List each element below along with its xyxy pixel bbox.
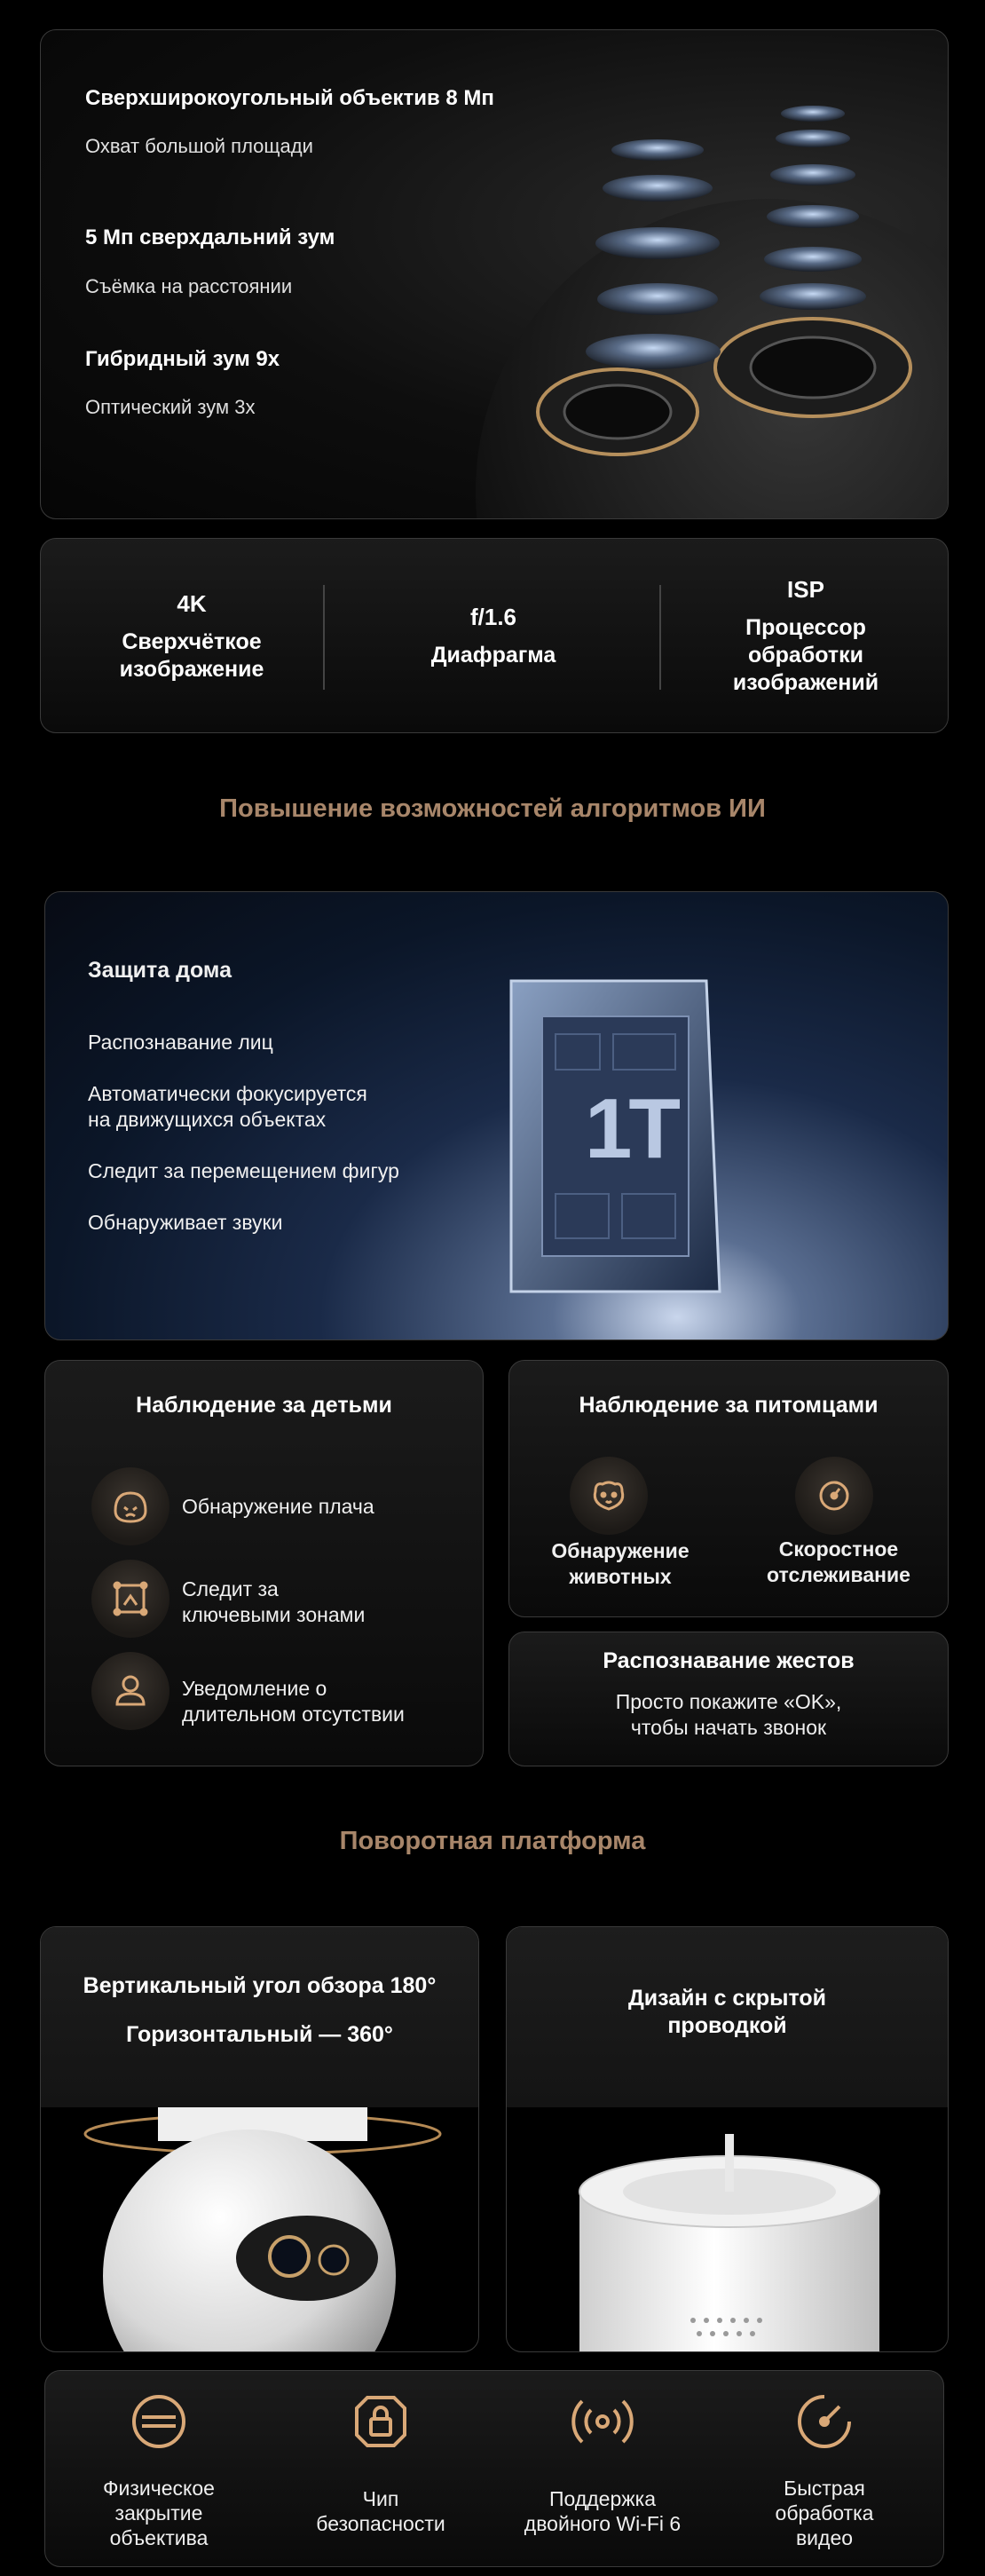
spec-label-line: обработки xyxy=(747,643,864,668)
divider xyxy=(323,585,325,690)
divider xyxy=(659,585,661,690)
bottom-features-card xyxy=(44,2370,944,2567)
feature-wifi xyxy=(492,2371,713,2567)
pets-monitoring-title: Наблюдение за питомцами xyxy=(579,1393,879,1418)
security-lock-icon xyxy=(350,2390,412,2453)
hero-feature-subtitle: Оптический зум 3x xyxy=(85,396,256,418)
rotation-text: Горизонтальный — 360° xyxy=(126,2022,393,2047)
spec-resolution xyxy=(41,539,343,733)
camera-base-illustration xyxy=(507,2107,949,2352)
hidden-wiring-card xyxy=(506,1926,949,2352)
feature-security-chip xyxy=(270,2371,492,2567)
feature-line: обработка xyxy=(775,2501,874,2525)
section-title-ai: Повышение возможностей алгоритмов ИИ xyxy=(219,794,766,823)
rotation-card xyxy=(40,1926,479,2352)
pets-monitoring-card xyxy=(508,1360,949,1617)
crying-baby-icon xyxy=(91,1467,169,1545)
gesture-recognition-card xyxy=(508,1632,949,1766)
hero-feature-subtitle: Охват большой площади xyxy=(85,135,313,157)
kids-feature-text: ключевыми зонами xyxy=(182,1603,366,1626)
feature-text xyxy=(48,2476,270,2550)
rotation-card-header xyxy=(41,1927,478,2107)
home-feature-item: на движущихся объектах xyxy=(88,1108,327,1131)
hero-feature-title: Сверхширокоугольный объектив 8 Мп xyxy=(85,86,494,110)
hidden-wiring-text: Дизайн с скрытой xyxy=(627,1986,827,2011)
feature-line: Быстрая xyxy=(784,2477,865,2500)
home-feature-item: Следит за перемещением фигур xyxy=(88,1159,399,1182)
spec-value: f/1.6 xyxy=(469,604,517,630)
kids-feature-text: Следит за xyxy=(182,1577,279,1600)
wifi-signal-icon xyxy=(571,2390,634,2453)
feature-line: безопасности xyxy=(316,2512,445,2535)
home-feature-item: Автоматически фокусируется xyxy=(88,1082,367,1105)
spec-label-line: изображений xyxy=(732,670,879,695)
feature-line: двойного Wi-Fi 6 xyxy=(524,2512,682,2535)
fast-tracking-icon xyxy=(795,1457,873,1535)
gesture-recognition-title: Распознавание жестов xyxy=(603,1648,855,1673)
specs-card xyxy=(40,538,949,733)
gesture-description: чтобы начать звонок xyxy=(630,1716,827,1739)
kids-feature-text: Обнаружение плача xyxy=(182,1495,374,1518)
feature-line: видео xyxy=(795,2526,854,2549)
gesture-description: Просто покажите «OK», xyxy=(615,1690,842,1713)
home-feature-item: Распознавание лиц xyxy=(88,1031,273,1054)
feature-lens-cover xyxy=(48,2371,270,2567)
spec-label-line: изображение xyxy=(119,656,264,682)
feature-line: закрытие xyxy=(114,2501,203,2525)
absence-person-icon xyxy=(91,1652,169,1730)
spec-label-line: Процессор xyxy=(745,615,866,640)
lens-cover-icon xyxy=(128,2390,190,2453)
pets-feature-text: отслеживание xyxy=(767,1563,910,1586)
feature-line: Чип xyxy=(362,2487,399,2510)
spec-aperture xyxy=(343,539,644,733)
section-title-platform: Поворотная платформа xyxy=(339,1827,646,1855)
camera-lens-hero-card xyxy=(40,29,949,519)
home-feature-item: Обнаруживает звуки xyxy=(88,1211,283,1234)
hidden-wiring-card-header xyxy=(507,1927,948,2107)
key-zone-icon xyxy=(91,1560,169,1638)
feature-line: объектива xyxy=(109,2526,209,2549)
chip-label: 1T xyxy=(585,1081,678,1176)
feature-line: Физическое xyxy=(103,2477,215,2500)
pets-feature-text: животных xyxy=(569,1565,672,1588)
pets-feature-text: Скоростное xyxy=(778,1537,899,1561)
feature-fast-processing xyxy=(713,2371,935,2567)
hidden-wiring-text: проводкой xyxy=(667,2013,787,2038)
home-protection-title: Защита дома xyxy=(88,958,232,983)
kids-feature-text: Уведомление о xyxy=(182,1677,327,1700)
feature-text xyxy=(270,2486,492,2536)
home-protection-card xyxy=(44,891,949,1340)
spec-isp xyxy=(662,539,949,733)
rotation-text: Вертикальный угол обзора 180° xyxy=(83,1973,437,1998)
spec-value: ISP xyxy=(787,576,824,603)
kids-feature-text: длительном отсутствии xyxy=(182,1703,405,1726)
rotating-camera-illustration xyxy=(41,2107,479,2352)
spec-value: 4K xyxy=(177,589,207,617)
pets-feature-text: Обнаружение xyxy=(551,1539,690,1562)
kids-monitoring-card xyxy=(44,1360,484,1766)
spec-label-line: Диафрагма xyxy=(430,643,556,668)
feature-text xyxy=(713,2476,935,2550)
pet-face-icon xyxy=(570,1457,648,1535)
hero-feature-title: Гибридный зум 9x xyxy=(85,347,280,371)
hero-feature-subtitle: Съёмка на расстоянии xyxy=(85,275,293,297)
hero-feature-title: 5 Мп сверхдальний зум xyxy=(85,225,335,249)
feature-line: Поддержка xyxy=(549,2487,656,2510)
spec-label-line: Сверхчёткое xyxy=(122,628,262,654)
kids-monitoring-title: Наблюдение за детьми xyxy=(136,1393,392,1418)
speed-clock-icon xyxy=(793,2390,855,2453)
feature-text xyxy=(492,2486,713,2536)
